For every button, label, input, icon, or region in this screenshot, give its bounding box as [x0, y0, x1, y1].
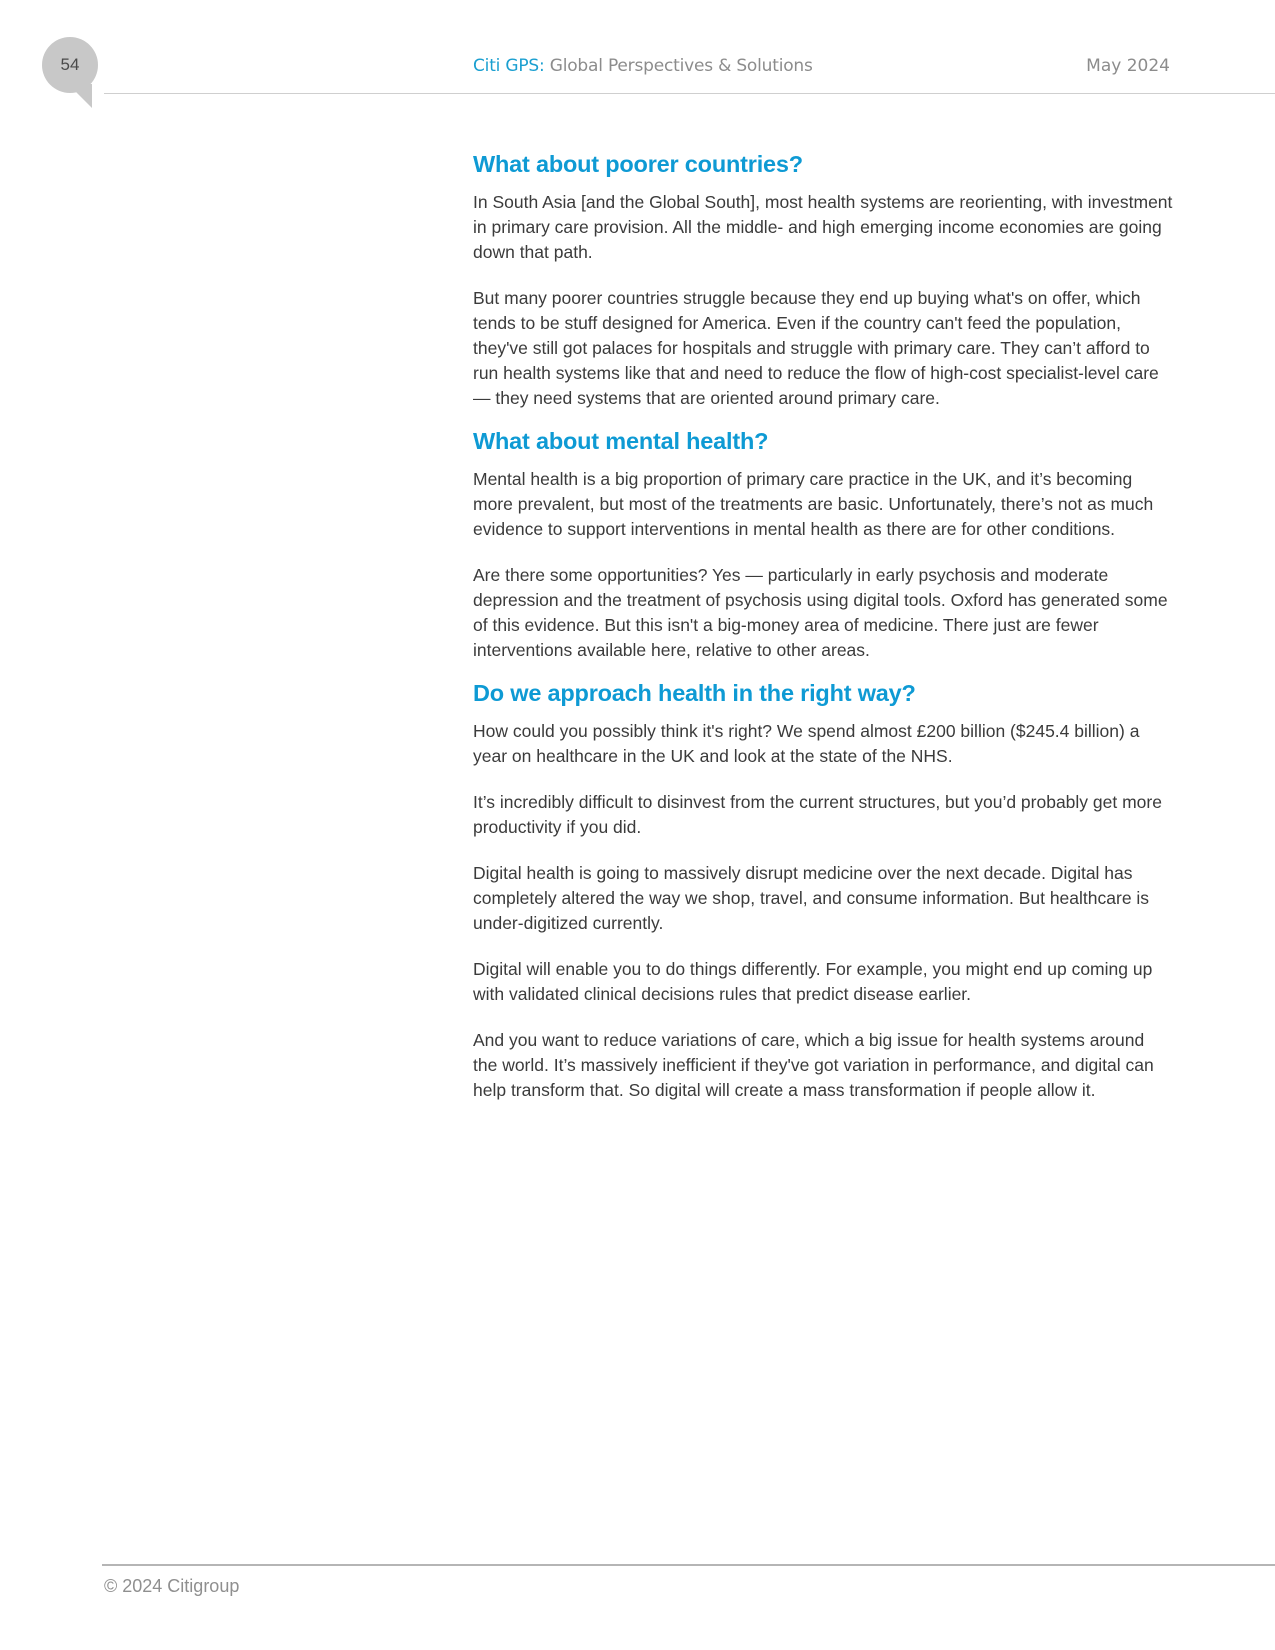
section-heading: Do we approach health in the right way? — [473, 680, 916, 706]
page-number: 54 — [60, 55, 80, 74]
paragraph: It’s incredibly difficult to disinvest from the current structures, but you’d probably get more productivity if you did. — [473, 792, 1162, 837]
section-right-way — [473, 677, 1173, 1103]
paragraph: But many poorer countries struggle because they end up buying what's on offer, which tends to be stuff designed for America. Even if the country can't feed the population, they've still got palaces for hospitals and struggle with primary care. They can’t afford to run health systems like that and need to reduce the flow of high-cost specialist-level care — they need systems that are oriented around primary care. — [473, 288, 1159, 408]
paragraph: Digital will enable you to do things differently. For example, you might end up coming up with validated clinical decisions rules that predict disease earlier. — [473, 959, 1153, 1004]
header-publication: Global Perspectives & Solutions — [544, 56, 813, 76]
section-poorer-countries — [473, 148, 1173, 411]
header-brand: Citi GPS: — [473, 56, 545, 76]
footer-copyright: © 2024 Citigroup — [104, 1576, 240, 1596]
paragraph: Mental health is a big proportion of primary care practice in the UK, and it’s becoming more prevalent, but most of the treatments are basic. Unfortunately, there’s not as much evidence to support interventions in mental health as there are for other conditions. — [473, 469, 1154, 539]
paragraph: And you want to reduce variations of care, which a big issue for health systems around the world. It’s massively inefficient if they've got variation in performance, and digital can help transform that. So digital will create a mass transformation if people allow it. — [473, 1030, 1154, 1100]
article-body — [473, 148, 1173, 1124]
paragraph: Are there some opportunities? Yes — particularly in early psychosis and moderate depression and the treatment of psychosis using digital tools. Oxford has generated some of this evidence. But this isn't a big-money area of medicine. There just are fewer interventions available here, relative to other areas. — [473, 565, 1168, 660]
running-header — [473, 56, 813, 76]
footer-divider — [102, 1564, 1275, 1566]
paragraph: How could you possibly think it's right? We spend almost £200 billion ($245.4 billion) a year on healthcare in the UK and look at the state of the NHS. — [473, 721, 1140, 766]
paragraph: In South Asia [and the Global South], most health systems are reorienting, with investment in primary care provision. All the middle- and high emerging income economies are going down that path. — [473, 192, 1173, 262]
header-divider — [104, 93, 1275, 94]
section-heading: What about mental health? — [473, 428, 769, 454]
paragraph: Digital health is going to massively disrupt medicine over the next decade. Digital has completely altered the way we shop, travel, and consume information. But healthcare is under-digitized currently. — [473, 863, 1150, 933]
section-heading: What about poorer countries? — [473, 151, 803, 177]
section-mental-health — [473, 425, 1173, 663]
header-date: May 2024 — [1086, 56, 1170, 76]
